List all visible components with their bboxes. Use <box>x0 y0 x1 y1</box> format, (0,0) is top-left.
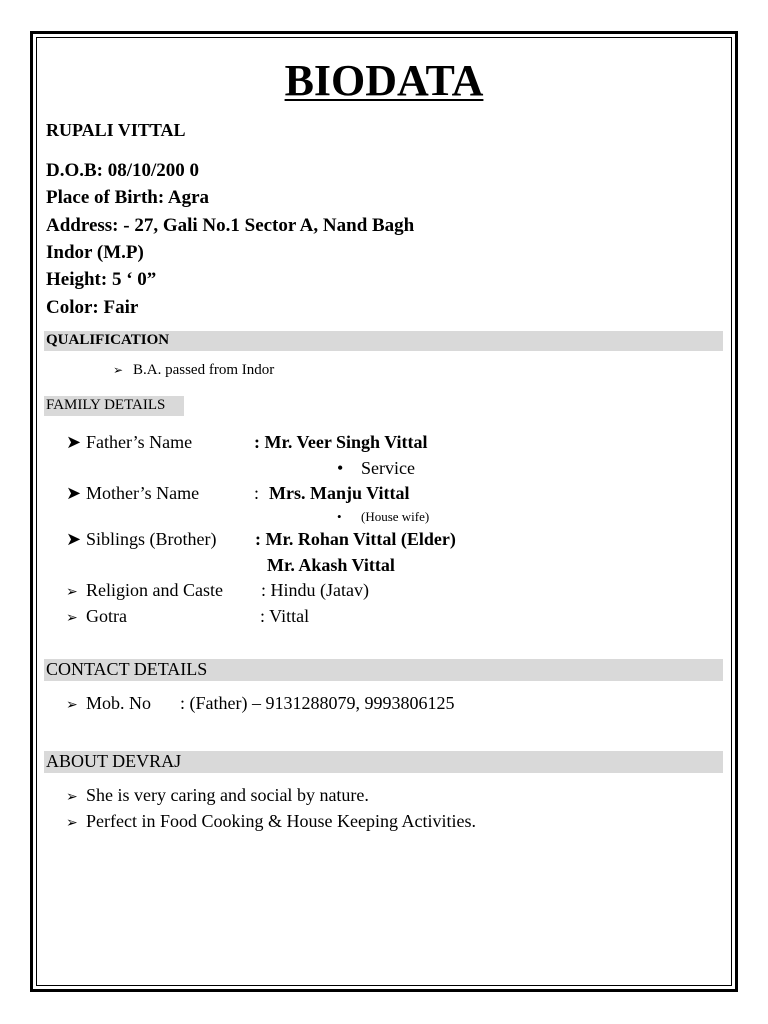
siblings-row <box>66 529 217 550</box>
arrow-bullet-icon: ➤ <box>66 483 82 503</box>
father-note-text: Service <box>361 458 415 478</box>
religion-value: : Hindu (Jatav) <box>261 580 369 600</box>
arrow-bullet-icon: ➢ <box>66 790 78 805</box>
about-item-text: Perfect in Food Cooking & House Keeping Activities. <box>86 811 476 831</box>
birthplace-line: Place of Birth: Agra <box>46 187 210 208</box>
bullet-icon: • <box>337 509 342 524</box>
arrow-bullet-icon: ➤ <box>66 432 82 452</box>
person-name: RUPALI VITTAL <box>46 120 186 140</box>
qualification-item <box>113 362 274 379</box>
dob-line: D.O.B: 08/10/200 0 <box>46 160 200 181</box>
religion-label: Religion and Caste <box>86 580 223 600</box>
about-item <box>66 785 369 806</box>
contact-heading-band <box>44 659 723 681</box>
siblings-label: Siblings (Brother) <box>86 529 217 549</box>
mother-value: Mrs. Manju Vittal <box>269 483 410 503</box>
about-item <box>66 811 476 832</box>
father-value: : Mr. Veer Singh Vittal <box>254 432 428 452</box>
mother-row <box>66 483 199 504</box>
arrow-bullet-icon: ➢ <box>113 363 124 377</box>
bullet-icon: • <box>337 458 344 478</box>
arrow-bullet-icon: ➢ <box>66 585 78 600</box>
arrow-bullet-icon: ➢ <box>66 698 78 713</box>
siblings-value-2: Mr. Akash Vittal <box>267 555 395 575</box>
family-heading-band <box>44 396 184 416</box>
mother-colon: : <box>254 483 260 503</box>
religion-row <box>66 580 223 601</box>
arrow-bullet-icon: ➢ <box>66 816 78 831</box>
mother-note-text: (House wife) <box>361 509 430 524</box>
about-heading-band <box>44 751 723 773</box>
arrow-bullet-icon: ➢ <box>66 611 78 626</box>
gotra-value: : Vittal <box>260 606 310 626</box>
contact-heading: CONTACT DETAILS <box>46 659 208 679</box>
father-label: Father’s Name <box>86 432 193 452</box>
qualification-heading: QUALIFICATION <box>46 332 170 348</box>
family-heading: FAMILY DETAILS <box>46 397 166 413</box>
mobile-row <box>66 693 151 714</box>
qualification-item-text: B.A. passed from Indor <box>133 362 275 378</box>
about-heading: ABOUT DEVRAJ <box>46 751 182 771</box>
gotra-label: Gotra <box>86 606 127 626</box>
address-line-2: Indor (M.P) <box>46 242 144 263</box>
mobile-value: : (Father) – 9131288079, 9993806125 <box>180 693 455 713</box>
gotra-row <box>66 606 127 627</box>
color-line: Color: Fair <box>46 297 139 318</box>
father-note <box>337 458 415 479</box>
siblings-value-1: : Mr. Rohan Vittal (Elder) <box>255 529 456 549</box>
mother-label: Mother’s Name <box>86 483 200 503</box>
about-item-text: She is very caring and social by nature. <box>86 785 369 805</box>
mother-note <box>337 509 429 525</box>
qualification-heading-band <box>44 331 723 351</box>
page-title: BIODATA <box>284 56 484 105</box>
mobile-label: Mob. No <box>86 693 152 713</box>
arrow-bullet-icon: ➤ <box>66 529 82 549</box>
father-row <box>66 432 192 453</box>
height-line: Height: 5 ‘ 0” <box>46 269 157 290</box>
address-line-1: Address: - 27, Gali No.1 Sector A, Nand Bagh <box>46 215 415 236</box>
